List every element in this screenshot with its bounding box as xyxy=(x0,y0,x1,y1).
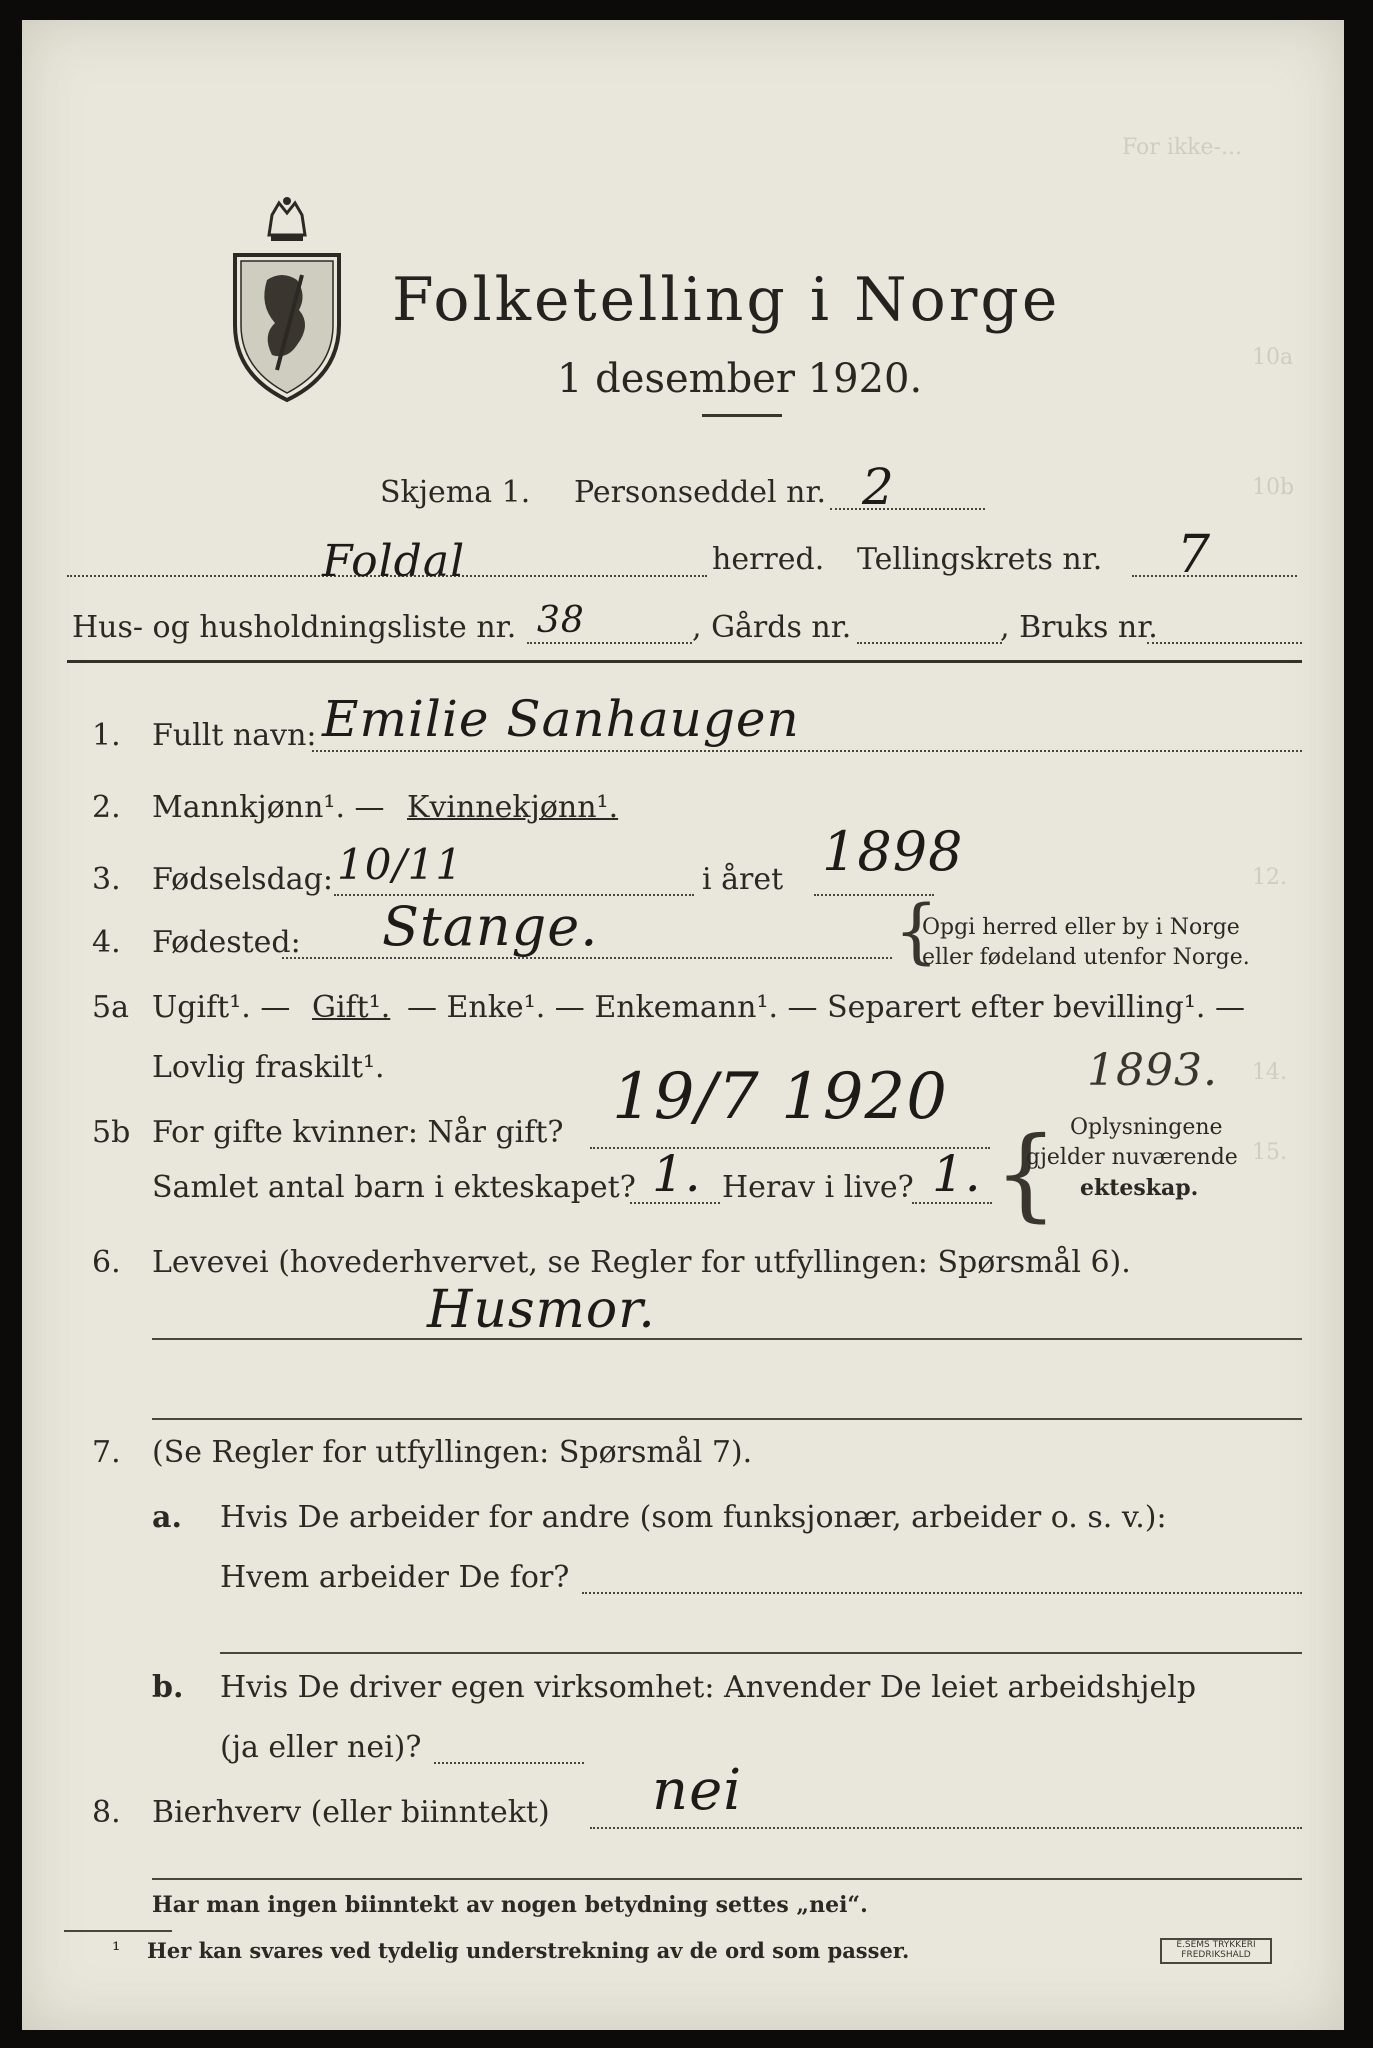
hus-value[interactable]: 38 xyxy=(537,600,585,641)
female-option-underlined[interactable]: Kvinnekjønn¹. xyxy=(407,790,619,825)
living-value[interactable]: 1. xyxy=(932,1145,982,1203)
marital-other-options[interactable]: — Enke¹. — Enkemann¹. — Separert efter bevilling¹. — xyxy=(407,990,1245,1025)
employer-line-2 xyxy=(220,1652,1302,1654)
birthplace-note-1: Opgi herred eller by i Norge xyxy=(922,915,1240,940)
field-4-label: Fødested: xyxy=(152,925,301,960)
marriage-note-2: gjelder nuværende xyxy=(1026,1145,1238,1170)
bleed-through-text: 10b xyxy=(1252,475,1295,500)
birthplace-value[interactable]: Stange. xyxy=(382,895,599,958)
form-date: 1 desember 1920. xyxy=(557,356,923,402)
birth-year-value[interactable]: 1898 xyxy=(822,820,964,883)
living-label: Herav i live? xyxy=(722,1170,914,1205)
gards-label: , Gårds nr. xyxy=(692,610,852,645)
unmarried-option[interactable]: Ugift¹. — xyxy=(152,990,291,1025)
skjema-label: Skjema 1. xyxy=(380,475,531,510)
bleed-through-text: 12. xyxy=(1252,865,1287,890)
personseddel-line xyxy=(830,508,985,510)
marriage-brace: { xyxy=(994,1115,1058,1232)
field-7-number: 7. xyxy=(92,1435,121,1470)
full-name-value[interactable]: Emilie Sanhaugen xyxy=(322,690,800,748)
bruks-line xyxy=(1147,642,1302,644)
hired-help-line xyxy=(434,1762,584,1764)
herred-value[interactable]: Foldal xyxy=(322,536,466,587)
tellingskrets-value[interactable]: 7 xyxy=(1177,525,1212,585)
personseddel-value[interactable]: 2 xyxy=(862,458,895,516)
children-value[interactable]: 1. xyxy=(652,1145,702,1203)
hus-label: Hus- og husholdningsliste nr. xyxy=(72,610,517,645)
marriage-date-value[interactable]: 19/7 1920 xyxy=(612,1060,948,1134)
field-1-line xyxy=(312,750,1302,752)
divorced-option[interactable]: Lovlig fraskilt¹. xyxy=(152,1050,385,1085)
marriage-margin-note: 1893. xyxy=(1087,1045,1218,1096)
footnote-text: Her kan svares ved tydelig understrekning av de ord som passer. xyxy=(147,1938,910,1963)
employer-line xyxy=(582,1592,1302,1594)
field-6-number: 6. xyxy=(92,1245,121,1280)
marriage-note-1: Oplysningene xyxy=(1070,1115,1223,1140)
header-rule xyxy=(67,660,1302,663)
field-8-number: 8. xyxy=(92,1795,121,1830)
field-6-label: Levevei (hovederhvervet, se Regler for utfyllingen: Spørsmål 6). xyxy=(152,1245,1131,1280)
printer-stamp: E.SEMS TRYKKERI FREDRIKSHALD xyxy=(1160,1938,1272,1964)
marriage-note-3: ekteskap. xyxy=(1080,1175,1199,1201)
hus-line xyxy=(527,642,692,644)
bleed-through-text: 14. xyxy=(1252,1060,1287,1085)
form-title: Folketelling i Norge xyxy=(392,265,1061,335)
field-7a-text: Hvis De arbeider for andre (som funksjonær, arbeider o. s. v.): xyxy=(220,1500,1167,1535)
birth-year-label: i året xyxy=(702,862,784,897)
field-7-label: (Se Regler for utfyllingen: Spørsmål 7). xyxy=(152,1435,753,1470)
field-3-number: 3. xyxy=(92,862,121,897)
field-3-label: Fødselsdag: xyxy=(152,862,333,897)
field-4-number: 4. xyxy=(92,925,121,960)
footnote-mark: ¹ xyxy=(112,1938,121,1962)
field-7b-letter: b. xyxy=(152,1670,184,1705)
occupation-line-1 xyxy=(152,1338,1302,1340)
field-5a-number: 5a xyxy=(92,990,129,1025)
side-income-line xyxy=(590,1827,1302,1829)
field-7b-text: Hvis De driver egen virksomhet: Anvender De leiet arbeidshjelp xyxy=(220,1670,1197,1705)
field-7a-letter: a. xyxy=(152,1500,182,1535)
personseddel-label: Personseddel nr. xyxy=(574,475,827,510)
bleed-through-text: For ikke-... xyxy=(1122,135,1242,160)
field-7b-question: (ja eller nei)? xyxy=(220,1730,422,1765)
birthday-value[interactable]: 10/11 xyxy=(337,840,464,889)
field-5b-number: 5b xyxy=(92,1115,131,1150)
field-1-number: 1. xyxy=(92,718,121,753)
herred-label: herred. xyxy=(712,542,825,577)
title-divider xyxy=(702,414,782,417)
children-label: Samlet antal barn i ekteskapet? xyxy=(152,1170,636,1205)
occupation-line-2 xyxy=(152,1418,1302,1420)
field-7a-question: Hvem arbeider De for? xyxy=(220,1560,570,1595)
census-form-page xyxy=(22,20,1344,2030)
tellingskrets-label: Tellingskrets nr. xyxy=(857,542,1103,577)
bruks-label: , Bruks nr. xyxy=(1000,610,1158,645)
tellingskrets-line xyxy=(1132,575,1297,577)
bleed-through-text: 10a xyxy=(1252,345,1294,370)
occupation-value[interactable]: Husmor. xyxy=(427,1280,656,1340)
birthplace-brace: { xyxy=(894,890,939,972)
bleed-through-text: 15. xyxy=(1252,1140,1287,1165)
field-5b-label: For gifte kvinner: Når gift? xyxy=(152,1115,564,1150)
norway-coat-of-arms-icon xyxy=(227,195,347,405)
field-2-number: 2. xyxy=(92,790,121,825)
married-option-underlined[interactable]: Gift¹. xyxy=(312,990,391,1025)
side-income-line-2 xyxy=(152,1878,1302,1880)
birthplace-note-2: eller fødeland utenfor Norge. xyxy=(922,945,1250,970)
marriage-date-line xyxy=(590,1147,990,1149)
field-1-label: Fullt navn: xyxy=(152,718,317,753)
nei-instruction: Har man ingen biinntekt av nogen betydning settes „nei“. xyxy=(152,1892,868,1918)
male-option[interactable]: Mannkjønn¹. — xyxy=(152,790,385,825)
field-8-label: Bierhverv (eller biinntekt) xyxy=(152,1795,550,1830)
footnote-rule xyxy=(64,1930,172,1932)
side-income-value[interactable]: nei xyxy=(652,1758,743,1823)
gards-line xyxy=(857,642,1002,644)
